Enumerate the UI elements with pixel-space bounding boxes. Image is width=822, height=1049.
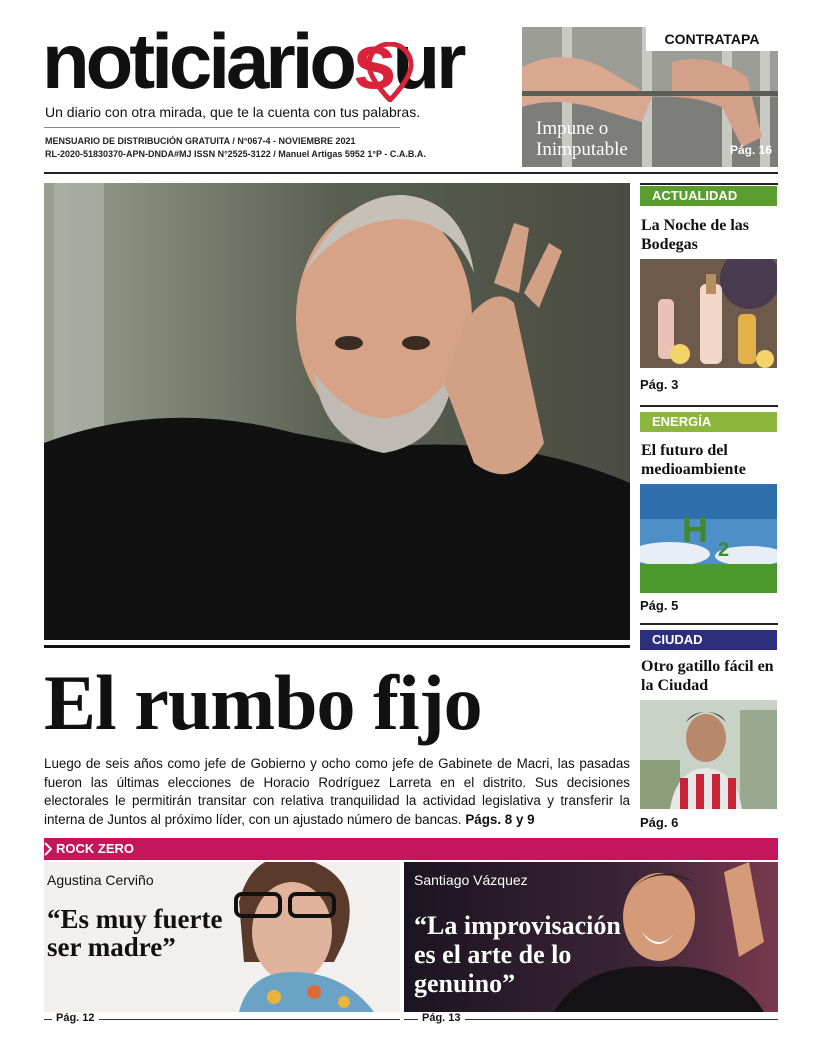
contratapa-title[interactable] bbox=[536, 118, 628, 160]
logo-suffix: ur bbox=[392, 17, 463, 105]
sidebar-page-ciudad: Pág. 6 bbox=[640, 815, 679, 830]
headline-rule bbox=[44, 645, 630, 648]
sidebar-page-actualidad: Pág. 3 bbox=[640, 377, 679, 392]
sidebar-title-actualidad[interactable]: La Noche de las Bodegas bbox=[641, 217, 749, 253]
main-headline[interactable]: El rumbo fijo bbox=[44, 659, 482, 746]
bodegas-photo[interactable] bbox=[640, 259, 777, 368]
header-rule bbox=[44, 172, 778, 174]
sidebar-page-energia: Pág. 5 bbox=[640, 598, 679, 613]
publication-info: MENSUARIO DE DISTRIBUCIÓN GRATUITA / N°067-4 - NOVIEMBRE 2021 bbox=[45, 136, 356, 146]
contratapa-label: CONTRATAPA bbox=[646, 27, 778, 51]
sidebar-rule-3 bbox=[640, 623, 778, 625]
cervino-quote[interactable] bbox=[47, 905, 222, 961]
rock-zero-label: ROCK ZERO bbox=[56, 841, 134, 856]
cervino-quote-line1: “Es muy fuerte bbox=[47, 904, 223, 934]
svg-text:2: 2 bbox=[718, 539, 730, 561]
logo-s: s bbox=[353, 17, 393, 105]
vazquez-quote-line1: “La improvisación bbox=[414, 911, 621, 940]
sidebar-rule-1 bbox=[640, 183, 778, 185]
vazquez-quote-line3: genuino” bbox=[414, 969, 516, 998]
rock-zero-bar bbox=[44, 838, 778, 860]
vazquez-name: Santiago Vázquez bbox=[414, 872, 528, 888]
cervino-name: Agustina Cerviño bbox=[47, 872, 154, 888]
contratapa-page: Pág. 16 bbox=[730, 143, 773, 157]
section-tag-energia: ENERGÍA bbox=[640, 412, 777, 432]
cervino-page: Pág. 12 bbox=[52, 1012, 99, 1024]
logo-prefix: noticiario bbox=[42, 17, 354, 105]
vazquez-quote-line2: es el arte de lo bbox=[414, 940, 572, 969]
registration-info: RL-2020-51830370-APN-DNDA#MJ ISSN N°2525-3122 / Manuel Artigas 5952 1°P - C.A.B.A. bbox=[45, 149, 426, 159]
section-tag-actualidad: ACTUALIDAD bbox=[640, 186, 777, 206]
contratapa-title-line1: Impune o bbox=[536, 118, 609, 139]
main-body bbox=[44, 755, 630, 829]
sidebar-rule-2 bbox=[640, 405, 778, 407]
cervino-quote-line2: ser madre” bbox=[47, 932, 176, 962]
main-body-text: Luego de seis años como jefe de Gobierno y ocho como jefe de Gabinete de Macri, las pasadas fueron las últimas elecciones de Horacio Rodríguez Larreta en el distrito. Sus decisiones electorales le permitirán transitar con relativa tranquilidad la actividad legislativa y transferir la interna de Juntos al próximo líder, con un ajustado número de bancas. bbox=[44, 756, 630, 827]
sidebar-title-energia[interactable]: El futuro del medioambiente bbox=[641, 442, 746, 478]
main-pages: Págs. 8 y 9 bbox=[465, 811, 535, 827]
chevron-right-icon bbox=[44, 842, 52, 856]
location-pin-icon bbox=[366, 42, 414, 102]
masthead-divider bbox=[44, 127, 400, 128]
ciudad-photo[interactable] bbox=[640, 700, 777, 809]
main-story-photo[interactable] bbox=[44, 183, 630, 640]
sidebar-title-ciudad[interactable]: Otro gatillo fácil en la Ciudad bbox=[641, 658, 774, 694]
svg-text:H: H bbox=[682, 509, 708, 550]
vazquez-page: Pág. 13 bbox=[418, 1012, 465, 1024]
energy-photo[interactable] bbox=[640, 484, 777, 593]
section-tag-ciudad: CIUDAD bbox=[640, 630, 777, 650]
slogan: Un diario con otra mirada, que te la cuenta con tus palabras. bbox=[45, 104, 421, 120]
contratapa-title-line2: Inimputable bbox=[536, 139, 628, 160]
vazquez-quote[interactable] bbox=[414, 911, 621, 998]
